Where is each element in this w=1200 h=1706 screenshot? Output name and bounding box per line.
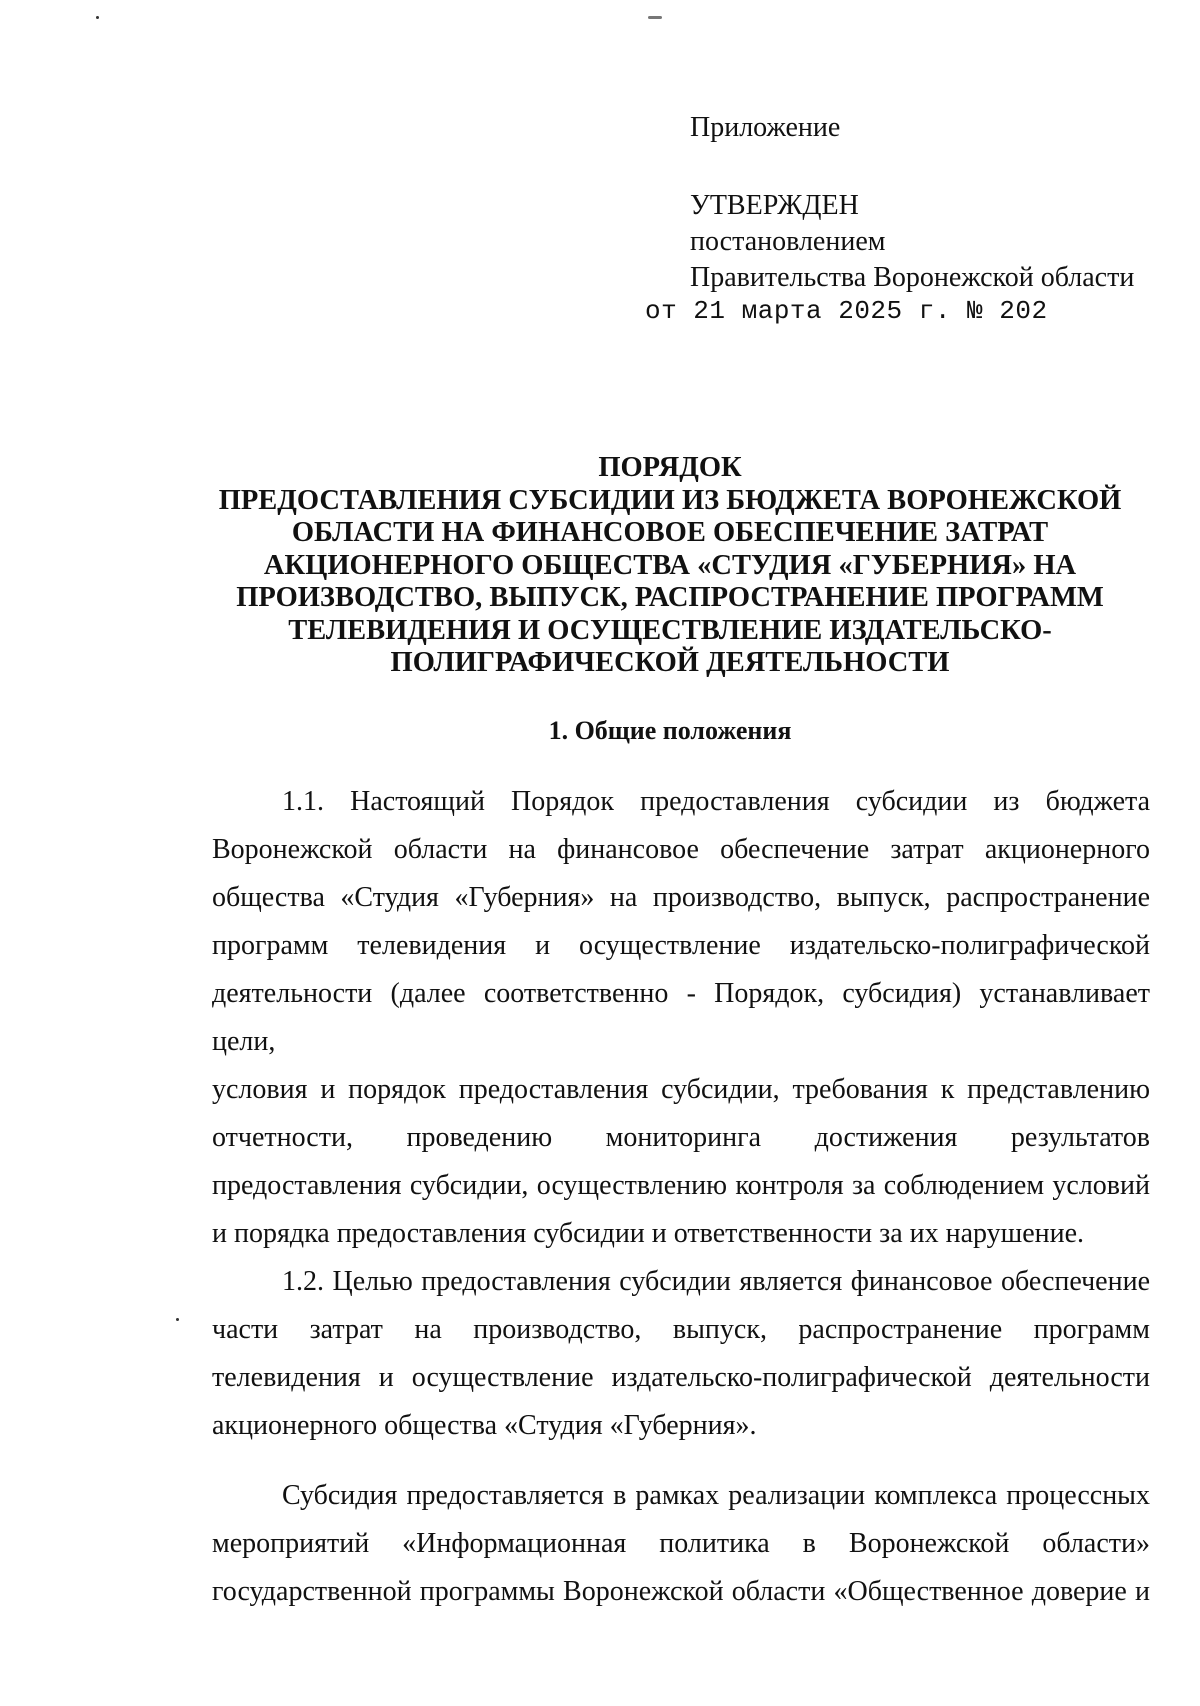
title-line: ОБЛАСТИ НА ФИНАНСОВОЕ ОБЕСПЕЧЕНИЕ ЗАТРАТ (291, 517, 1049, 548)
paragraph-line: Субсидия предоставляется в рамках реализации комплекса процессных (282, 1480, 1150, 1511)
paragraph-line: деятельности (далее соответственно - Порядок, субсидия) устанавливает цели, (212, 978, 1150, 1057)
appendix-label: Приложение (690, 112, 841, 143)
approval-header (690, 110, 1134, 296)
paragraph-line: общества «Студия «Губерния» на производство, выпуск, распространение (212, 882, 1150, 913)
title-line: ПРЕДОСТАВЛЕНИЯ СУБСИДИИ ИЗ БЮДЖЕТА ВОРОНЕЖСКОЙ (218, 484, 1122, 516)
paragraph-line: предоставления субсидии, осуществлению контроля за соблюдением условий (212, 1170, 1150, 1201)
title-line: АКЦИОНЕРНОГО ОБЩЕСТВА «СТУДИЯ «ГУБЕРНИЯ» НА (263, 549, 1077, 581)
decree-date-number: от 21 марта 2025 г. № 202 (645, 296, 1048, 326)
scan-speck (176, 1318, 179, 1321)
paragraph-line: и порядка предоставления субсидии и ответственности за их нарушение. (212, 1218, 1085, 1249)
section-heading: 1. Общие положения (548, 716, 792, 745)
decree-label: постановлением (690, 226, 886, 257)
paragraph-line: государственной программы Воронежской области «Общественное доверие и (212, 1576, 1150, 1607)
paragraph-line: Воронежской области на финансовое обеспечение затрат акционерного (212, 834, 1150, 865)
title-line: ТЕЛЕВИДЕНИЯ И ОСУЩЕСТВЛЕНИЕ ИЗДАТЕЛЬСКО- (288, 614, 1052, 646)
paragraph-line: части затрат на производство, выпуск, распространение программ (212, 1314, 1150, 1345)
scan-speck (96, 16, 99, 19)
paragraph-line: условия и порядок предоставления субсидии, требования к представлению (212, 1074, 1150, 1105)
title-line: ПОРЯДОК (598, 452, 742, 483)
document-title (210, 452, 1130, 680)
title-line: ПОЛИГРАФИЧЕСКОЙ ДЕЯТЕЛЬНОСТИ (390, 647, 950, 678)
paragraph-line: акционерного общества «Студия «Губерния». (212, 1410, 757, 1441)
paragraph-line: программ телевидения и осуществление издательско-полиграфической (212, 930, 1150, 961)
approved-label: УТВЕРЖДЕН (690, 190, 859, 221)
paragraph-line: мероприятий «Информационная политика в Воронежской области» (212, 1528, 1150, 1559)
title-line: ПРОИЗВОДСТВО, ВЫПУСК, РАСПРОСТРАНЕНИЕ ПРОГРАММ (236, 582, 1104, 613)
document-body (212, 778, 1150, 1616)
paragraph-line: отчетности, проведению мониторинга достижения результатов (212, 1122, 1150, 1153)
government-label: Правительства Воронежской области (690, 262, 1135, 293)
scan-speck (648, 16, 662, 19)
paragraph-line: 1.2. Целью предоставления субсидии является финансовое обеспечение (282, 1266, 1150, 1297)
paragraph-line: 1.1. Настоящий Порядок предоставления субсидии из бюджета (282, 786, 1150, 817)
paragraph-line: телевидения и осуществление издательско-полиграфической деятельности (212, 1362, 1150, 1393)
